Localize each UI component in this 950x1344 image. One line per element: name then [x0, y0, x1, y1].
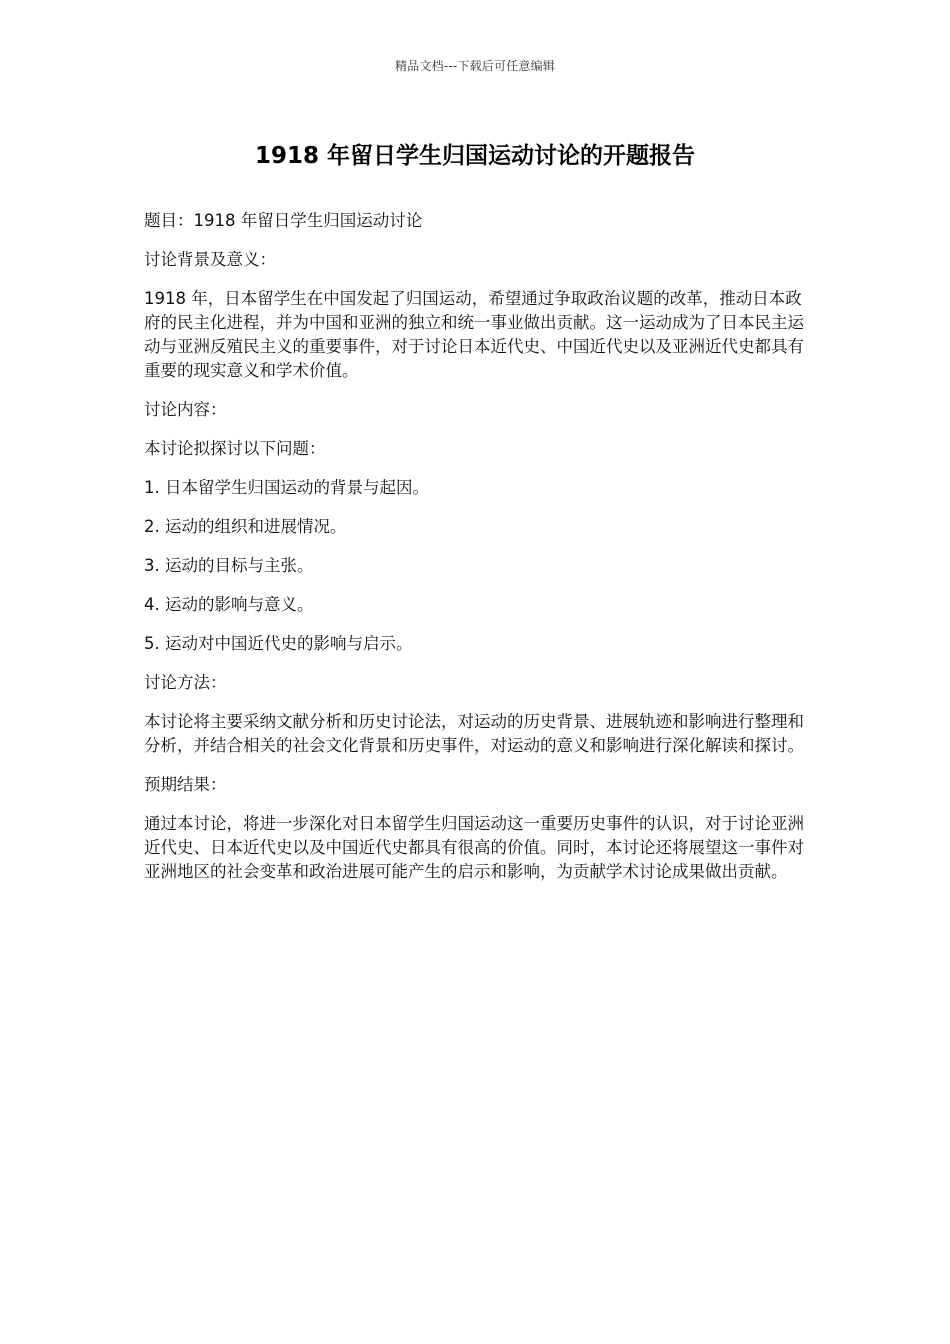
background-paragraph: 1918 年，日本留学生在中国发起了归国运动，希望通过争取政治议题的改革，推动日本政府的民主化进程，并为中国和亚洲的独立和统一事业做出贡献。这一运动成为了日本民主运动与亚洲反殖民主义的重要事件，对于讨论日本近代史、中国近代史以及亚洲近代史都具有重要的现实意义和学术价值。 [144, 289, 804, 380]
section-heading-background: 讨论背景及意义： [144, 250, 276, 269]
header-note: 精品文档---下载后可任意编辑 [395, 59, 555, 73]
expected-results-paragraph: 通过本讨论，将进一步深化对日本留学生归国运动这一重要历史事件的认识，对于讨论亚洲近代史、日本近代史以及中国近代史都具有很高的价值。同时，本讨论还将展望这一事件对亚洲地区的社会变革和政治进展可能产生的启示和影响，为贡献学术讨论成果做出贡献。 [144, 814, 804, 881]
question-item-4: 4. 运动的影响与意义。 [144, 595, 314, 614]
document-body [144, 209, 808, 899]
question-item-5: 5. 运动对中国近代史的影响与启示。 [144, 634, 413, 653]
topic-line: 题目：1918 年留日学生归国运动讨论 [144, 211, 423, 230]
section-heading-method: 讨论方法： [144, 673, 227, 692]
question-item-3: 3. 运动的目标与主张。 [144, 556, 314, 575]
section-heading-expected-results: 预期结果： [144, 775, 227, 794]
section-heading-content: 讨论内容： [144, 400, 227, 419]
content-intro: 本讨论拟探讨以下问题： [144, 439, 326, 458]
document-title: 1918 年留日学生归国运动讨论的开题报告 [254, 143, 696, 169]
question-item-2: 2. 运动的组织和进展情况。 [144, 517, 347, 536]
question-item-1: 1. 日本留学生归国运动的背景与起因。 [144, 478, 429, 497]
method-paragraph: 本讨论将主要采纳文献分析和历史讨论法，对运动的历史背景、进展轨迹和影响进行整理和分析，并结合相关的社会文化背景和历史事件，对运动的意义和影响进行深化解读和探讨。 [144, 712, 804, 755]
